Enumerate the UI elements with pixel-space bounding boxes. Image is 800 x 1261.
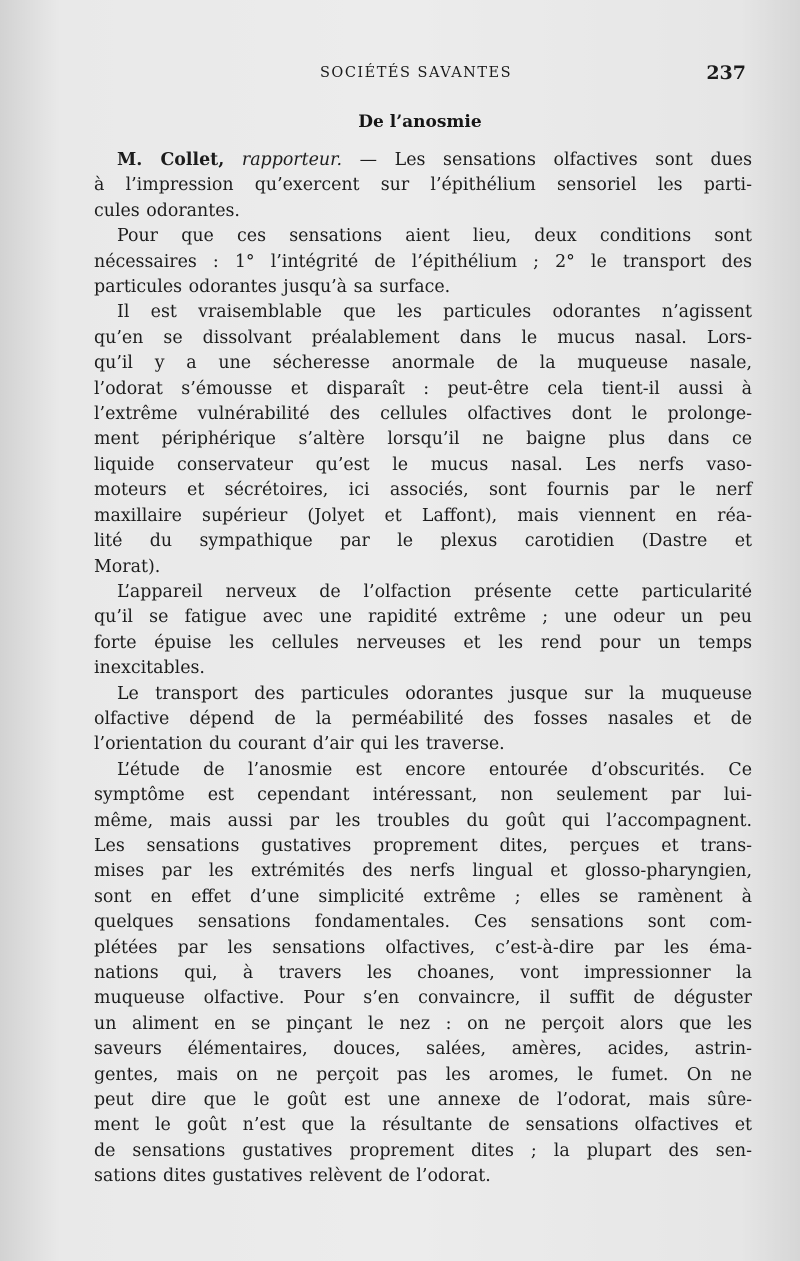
text-line: même, mais aussi par les troubles du goût qui l’accompagnent. <box>94 810 752 831</box>
text-line: Le transport des particules odorantes jusque sur la muqueuse <box>117 683 752 704</box>
text-line: olfactive dépend de la perméabilité des fosses nasales et de <box>94 708 752 729</box>
text-line: ment périphérique s’altère lorsqu’il ne baigne plus dans ce <box>94 429 752 450</box>
text-line: qu’il y a une sécheresse anormale de la muqueuse nasale, <box>94 353 752 374</box>
text-line: mises par les extrémités des nerfs lingual et glosso-pharyngien, <box>94 861 752 882</box>
text-line: saveurs élémentaires, douces, salées, amères, acides, astrin- <box>94 1039 752 1060</box>
text-line: moteurs et sécrétoires, ici associés, sont fournis par le nerf <box>94 480 752 501</box>
text-line: l’orientation du courant d’air qui les traverse. <box>94 734 505 755</box>
text-line: cules odorantes. <box>94 200 240 221</box>
body-text <box>94 148 752 1190</box>
text-line: lité du sympathique par le plexus carotidien (Dastre et <box>94 531 752 552</box>
text-line: quelques sensations fondamentales. Ces sensations sont com- <box>94 912 752 933</box>
text-line: Il est vraisemblable que les particules odorantes n’agissent <box>117 302 752 323</box>
text-line: qu’en se dissolvant préalablement dans le mucus nasal. Lors- <box>94 327 752 348</box>
text-line: Morat). <box>94 556 161 577</box>
text-line: l’odorat s’émousse et disparaît : peut-être cela tient-il aussi à <box>94 378 752 399</box>
text-line: gentes, mais on ne perçoit pas les aromes, le fumet. On ne <box>94 1064 752 1085</box>
page-number: 237 <box>706 62 746 84</box>
section-title: De l’anosmie <box>358 112 482 132</box>
text-line: sont en effet d’une simplicité extrême ; elles se ramènent à <box>94 886 752 907</box>
text-line: L’étude de l’anosmie est encore entourée d’obscurités. Ce <box>117 759 752 780</box>
text-line: nations qui, à travers les choanes, vont impressionner la <box>94 963 752 983</box>
text-line: M. Collet, rapporteur. — Les sensations olfactives sont dues <box>117 150 753 170</box>
text-line: particules odorantes jusqu’à sa surface. <box>94 277 451 298</box>
running-head: SOCIÉTÉS SAVANTES <box>320 65 513 81</box>
speaker-role: rapporteur. <box>241 150 343 170</box>
text-line: un aliment en se pinçant le nez : on ne perçoit alors que les <box>94 1013 752 1034</box>
text-line: de sensations gustatives proprement dites ; la plupart des sen- <box>94 1140 752 1161</box>
text-line: à l’impression qu’exercent sur l’épithélium sensoriel les parti- <box>94 175 752 196</box>
text-line: L’appareil nerveux de l’olfaction présente cette particularité <box>117 581 752 602</box>
text-line: muqueuse olfactive. Pour s’en convaincre, il suffit de déguster <box>94 988 752 1009</box>
text-line: Les sensations gustatives proprement dites, perçues et trans- <box>94 835 752 856</box>
text-line: qu’il se fatigue avec une rapidité extrême ; une odeur un peu <box>94 607 752 628</box>
text-line: liquide conservateur qu’est le mucus nasal. Les nerfs vaso- <box>94 454 752 475</box>
text-line: maxillaire supérieur (Jolyet et Laffont), mais viennent en réa- <box>94 505 752 526</box>
text-line: plétées par les sensations olfactives, c’est-à-dire par les éma- <box>94 937 752 958</box>
page-header <box>92 62 752 86</box>
text-line: sations dites gustatives relèvent de l’odorat. <box>94 1166 491 1187</box>
text-line: l’extrême vulnérabilité des cellules olfactives dont le prolonge- <box>94 404 752 425</box>
text-line: forte épuise les cellules nerveuses et les rend pour un temps <box>94 632 752 653</box>
text-line: ment le goût n’est que la résultante de sensations olfactives et <box>94 1115 752 1136</box>
text-line: peut dire que le goût est une annexe de l’odorat, mais sûre- <box>94 1090 752 1111</box>
text-line: inexcitables. <box>94 658 205 679</box>
text-line: Pour que ces sensations aient lieu, deux conditions sont <box>117 226 752 247</box>
text-line: symptôme est cependant intéressant, non seulement par lui- <box>94 785 752 806</box>
speaker-name: M. Collet, <box>117 150 225 170</box>
text-line: nécessaires : 1° l’intégrité de l’épithélium ; 2° le transport des <box>94 251 752 272</box>
